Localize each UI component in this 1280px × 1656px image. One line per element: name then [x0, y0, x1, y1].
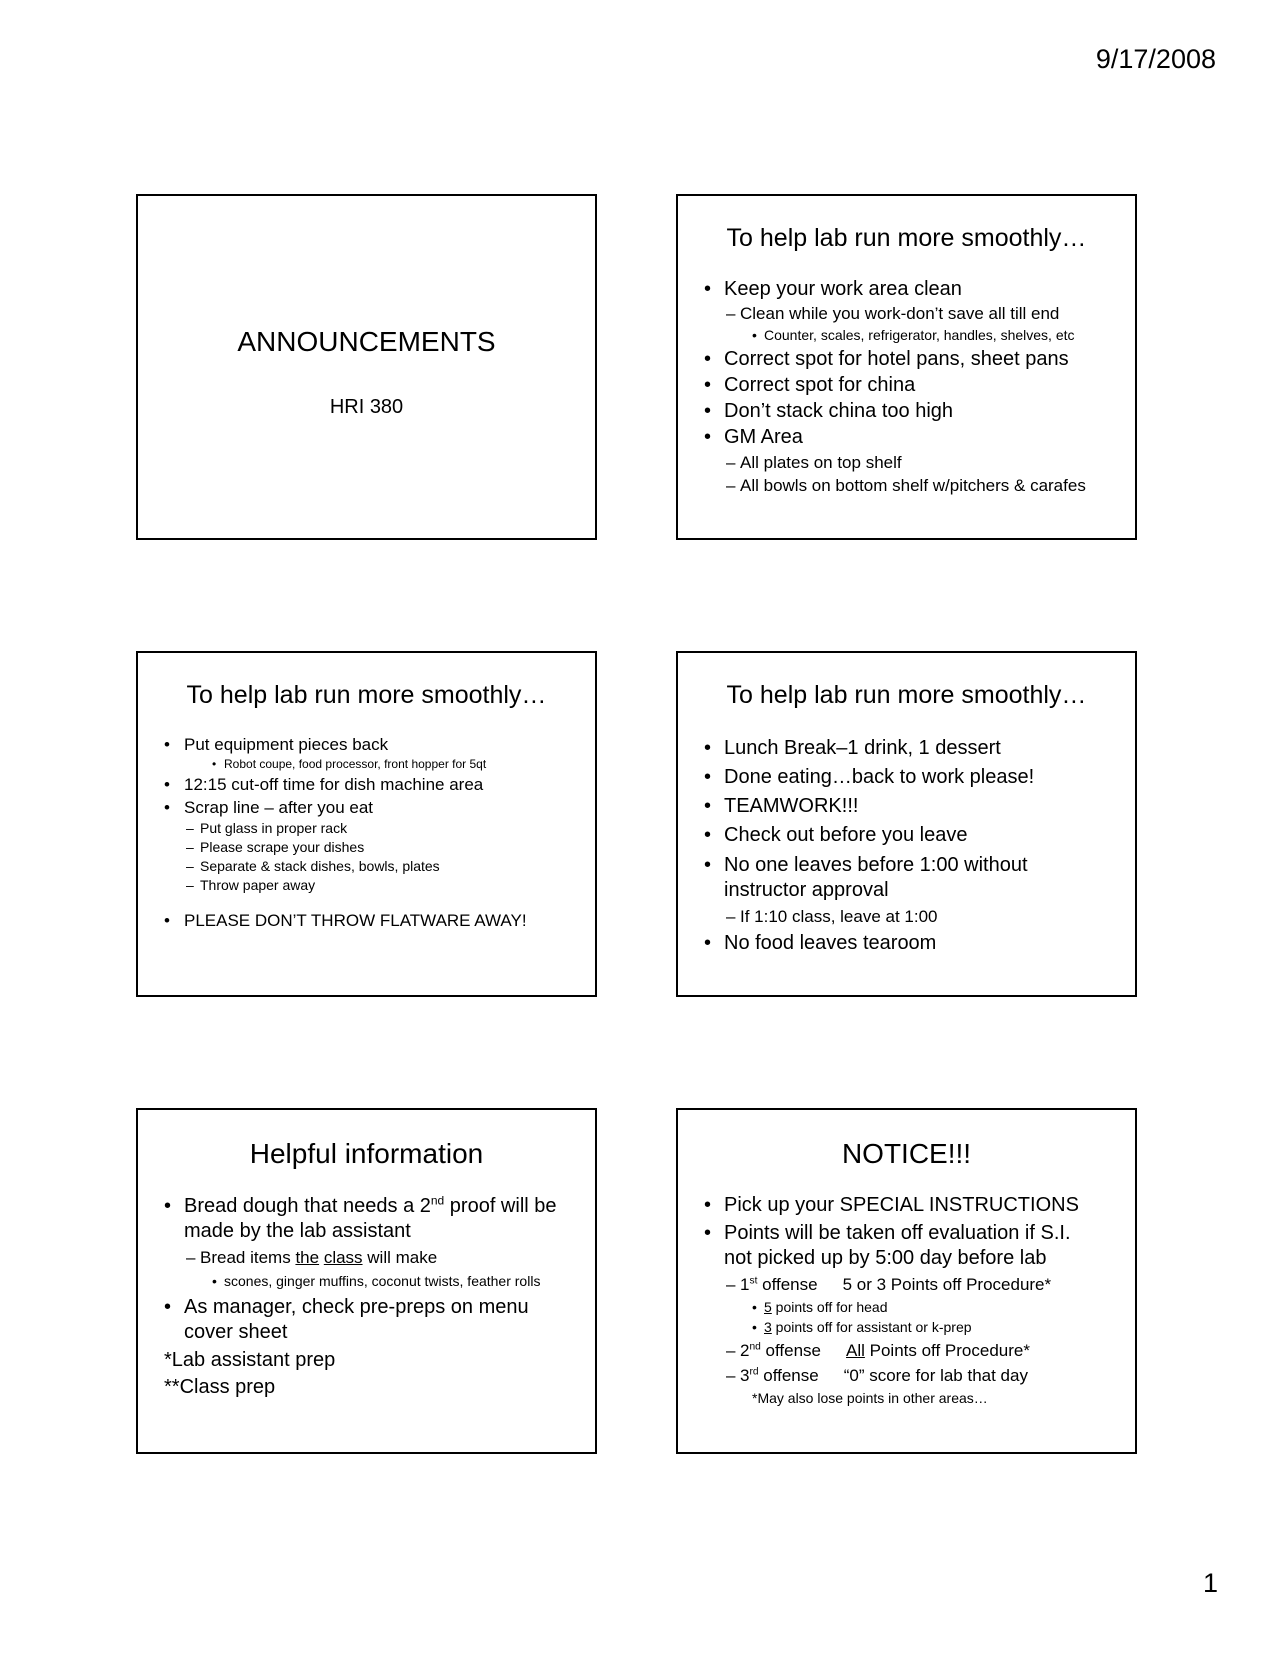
bullet-item: • Don’t stack china too high — [704, 400, 954, 422]
sub-sub-bullet-item: • 3 points off for assistant or k-prep — [752, 1319, 972, 1335]
offense-item: – 3rd offense “0” score for lab that day — [726, 1366, 1028, 1385]
bullet-item: • Scrap line – after you eat — [164, 798, 374, 817]
bullet-item: • Lunch Break–1 drink, 1 dessert — [704, 737, 1001, 759]
sub-sub-bullet-item: • Counter, scales, refrigerator, handles, shelves, etc — [752, 327, 1075, 343]
sub-bullet-item: – Please scrape your dishes — [186, 839, 365, 855]
sub-bullet-item: • Robot coupe, food processor, front hopper for 5qt — [212, 757, 487, 771]
slide-helpful-information — [136, 1108, 597, 1454]
slide-title: ANNOUNCEMENTS — [237, 326, 496, 357]
sub-bullet-item: – Clean while you work-don’t save all till end — [726, 304, 1060, 323]
bullet-item: • No food leaves tearoom — [704, 932, 937, 954]
slide-lab-tips-3 — [676, 651, 1137, 997]
bullet-item: • 12:15 cut-off time for dish machine area — [164, 775, 484, 794]
sub-bullet-item: – All plates on top shelf — [726, 453, 902, 472]
sub-sub-bullet-item: • 5 points off for head — [752, 1299, 888, 1315]
bullet-item: • Points will be taken off evaluation if S.I. not picked up by 5:00 day before lab — [704, 1222, 1071, 1269]
bullet-item: • Done eating…back to work please! — [704, 766, 1035, 788]
sub-sub-bullet-item: • scones, ginger muffins, coconut twists, feather rolls — [212, 1273, 541, 1289]
page-number: 1 — [1202, 1568, 1218, 1598]
sub-bullet-item: – If 1:10 class, leave at 1:00 — [726, 907, 938, 926]
slide-title: Helpful information — [249, 1138, 484, 1169]
bullet-item: • Put equipment pieces back — [164, 735, 389, 754]
bullet-item: • As manager, check pre-preps on menu cover sheet — [164, 1296, 529, 1343]
bullet-item: • GM Area — [704, 426, 803, 448]
bullet-item: • PLEASE DON’T THROW FLATWARE AWAY! — [164, 911, 527, 930]
slide-lab-tips-1 — [676, 194, 1137, 540]
bullet-item: • Bread dough that needs a 2nd proof will be made by the lab assistant — [164, 1193, 557, 1242]
slide-title: To help lab run more smoothly… — [186, 681, 547, 709]
note-text: **Class prep — [164, 1376, 276, 1398]
handout-date: 9/17/2008 — [1095, 44, 1216, 74]
slide-lab-tips-2 — [136, 651, 597, 997]
footnote-text: *May also lose points in other areas… — [752, 1390, 988, 1406]
slide-notice — [676, 1108, 1137, 1454]
slide-title: To help lab run more smoothly… — [726, 224, 1087, 252]
bullet-item: • Keep your work area clean — [704, 278, 962, 300]
sub-bullet-item: – Bread items the class will make — [186, 1248, 438, 1267]
offense-item: – 2nd offense All Points off Procedure* — [726, 1341, 1030, 1360]
sub-bullet-item: – Separate & stack dishes, bowls, plates — [186, 858, 440, 874]
offense-item: – 1st offense 5 or 3 Points off Procedure* — [726, 1275, 1052, 1294]
note-text: *Lab assistant prep — [164, 1349, 336, 1371]
slide-title: To help lab run more smoothly… — [726, 681, 1087, 709]
bullet-item: • Correct spot for china — [704, 374, 916, 396]
slide-title: NOTICE!!! — [841, 1138, 972, 1169]
bullet-item: • Correct spot for hotel pans, sheet pans — [704, 348, 1069, 370]
slide-announcements — [136, 194, 597, 540]
sub-bullet-item: – Throw paper away — [186, 877, 316, 893]
slide-subtitle: HRI 380 — [329, 396, 404, 418]
sub-bullet-item: – All bowls on bottom shelf w/pitchers & carafes — [726, 476, 1086, 495]
sub-bullet-item: – Put glass in proper rack — [186, 820, 348, 836]
bullet-item: • Pick up your SPECIAL INSTRUCTIONS — [704, 1194, 1079, 1216]
bullet-item: • No one leaves before 1:00 without instructor approval — [704, 854, 1028, 901]
bullet-item: • Check out before you leave — [704, 824, 968, 846]
bullet-item: • TEAMWORK!!! — [704, 795, 859, 817]
